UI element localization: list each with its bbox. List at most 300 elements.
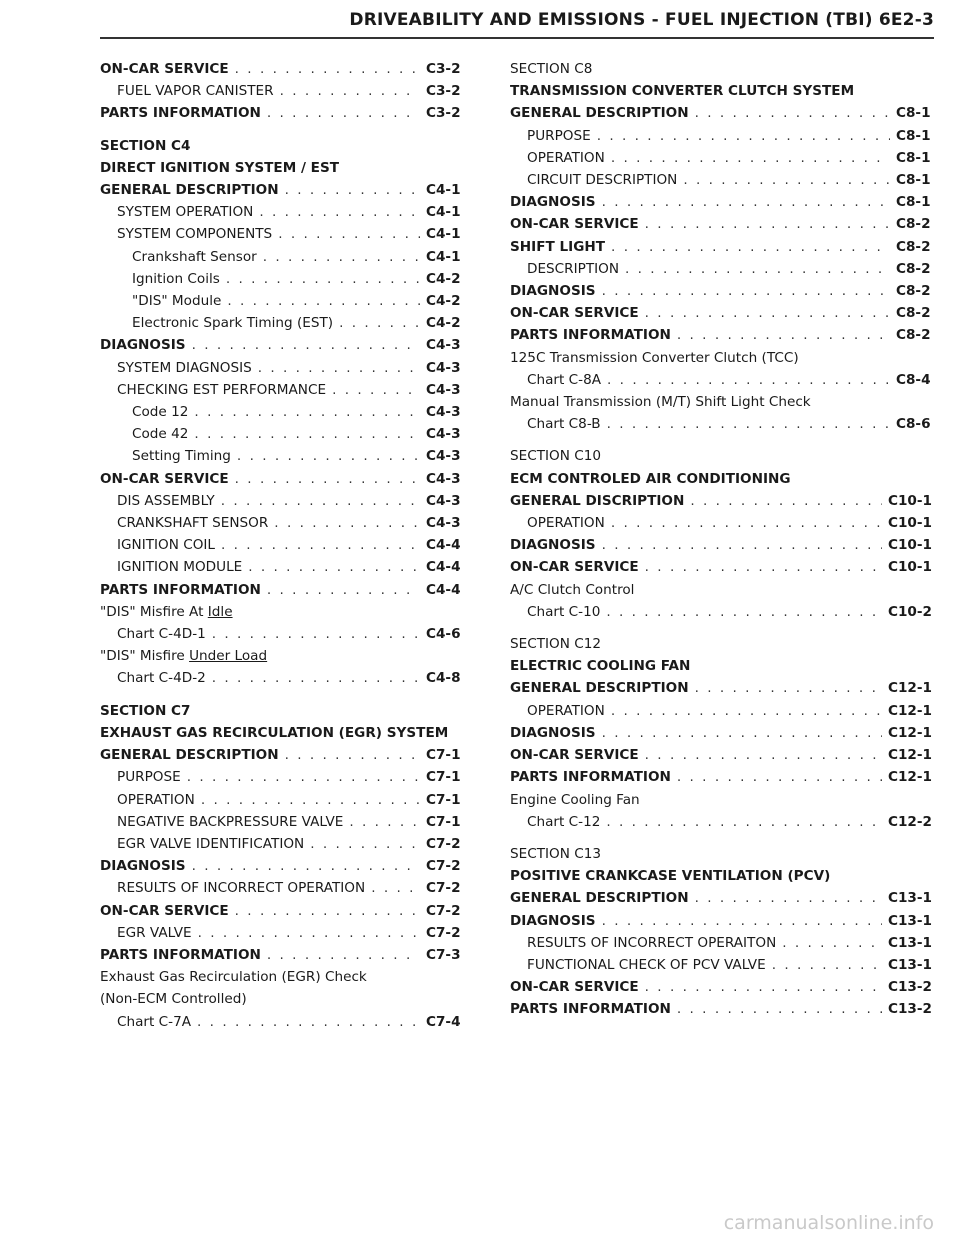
toc-entry bbox=[100, 157, 462, 179]
leader-dots bbox=[606, 811, 882, 833]
toc-entry bbox=[100, 579, 462, 601]
toc-entry-title: (Non-ECM Controlled) bbox=[100, 991, 247, 1008]
toc-entry-title: Chart C8-B bbox=[527, 416, 601, 433]
toc-entry-page: C8-4 bbox=[896, 371, 931, 388]
toc-entry-title: DIAGNOSIS bbox=[510, 724, 596, 741]
toc-entry bbox=[510, 556, 932, 578]
leader-dots bbox=[645, 302, 890, 324]
toc-entry bbox=[510, 722, 932, 744]
toc-entry bbox=[100, 877, 462, 899]
leader-dots bbox=[602, 722, 882, 744]
toc-entry bbox=[100, 900, 462, 922]
toc-entry bbox=[510, 700, 932, 722]
toc-entry bbox=[510, 391, 932, 413]
toc-entry-page: C4-4 bbox=[426, 581, 461, 598]
leader-dots bbox=[310, 833, 420, 855]
toc-entry bbox=[510, 413, 932, 435]
toc-entry bbox=[100, 512, 462, 534]
leader-dots bbox=[607, 369, 890, 391]
toc-entry bbox=[510, 369, 932, 391]
leader-dots bbox=[695, 887, 882, 909]
toc-right-column bbox=[510, 58, 932, 1021]
toc-entry-title: Electronic Spark Timing (EST) bbox=[132, 315, 334, 332]
leader-dots bbox=[235, 58, 420, 80]
toc-entry-title: DIRECT IGNITION SYSTEM / EST bbox=[100, 159, 340, 176]
toc-entry bbox=[100, 623, 462, 645]
leader-dots bbox=[274, 512, 420, 534]
toc-entry bbox=[100, 357, 462, 379]
toc-entry-page: C4-4 bbox=[426, 537, 461, 554]
toc-entry-page: C4-1 bbox=[426, 204, 461, 221]
toc-entry bbox=[100, 1011, 462, 1033]
toc-entry bbox=[100, 423, 462, 445]
toc-entry bbox=[100, 379, 462, 401]
toc-entry-title: Chart C-12 bbox=[527, 813, 601, 830]
toc-entry-underlined: Under Load bbox=[189, 648, 268, 665]
toc-entry-title: GENERAL DESCRIPTION bbox=[100, 182, 279, 199]
toc-entry-page: C12-2 bbox=[888, 813, 932, 830]
toc-entry-title: GENERAL DESCRIPTION bbox=[510, 890, 689, 907]
toc-entry-title: SYSTEM COMPONENTS bbox=[117, 226, 273, 243]
toc-entry-page: C8-1 bbox=[896, 105, 931, 122]
toc-entry-page: C7-3 bbox=[426, 946, 461, 963]
toc-entry bbox=[510, 236, 932, 258]
toc-entry-title: SECTION C7 bbox=[100, 702, 191, 719]
toc-entry-title: OPERATION bbox=[527, 702, 605, 719]
leader-dots bbox=[677, 766, 882, 788]
toc-entry-title: SECTION C8 bbox=[510, 61, 593, 77]
toc-entry-title: Crankshaft Sensor bbox=[132, 248, 257, 265]
leader-dots bbox=[645, 976, 882, 998]
leader-dots bbox=[194, 401, 420, 423]
toc-entry-title: SECTION C4 bbox=[100, 137, 191, 154]
toc-entry-page: C4-8 bbox=[426, 670, 461, 687]
leader-dots bbox=[192, 334, 420, 356]
toc-entry-page: C13-1 bbox=[888, 912, 932, 929]
leader-dots bbox=[212, 667, 420, 689]
toc-entry-title: CIRCUIT DESCRIPTION bbox=[527, 172, 678, 189]
leader-dots bbox=[683, 169, 890, 191]
toc-entry bbox=[510, 213, 932, 235]
toc-entry bbox=[100, 700, 462, 722]
toc-entry-title: Chart C-7A bbox=[117, 1013, 192, 1030]
toc-entry-underlined: Idle bbox=[207, 603, 233, 620]
toc-entry bbox=[510, 258, 932, 280]
toc-entry bbox=[510, 80, 932, 102]
watermark: carmanualsonline.info bbox=[723, 1212, 934, 1234]
leader-dots bbox=[611, 147, 890, 169]
toc-entry-title: OPERATION bbox=[117, 791, 195, 808]
toc-entry bbox=[100, 534, 462, 556]
toc-entry-page: C8-1 bbox=[896, 149, 931, 166]
leader-dots bbox=[645, 556, 882, 578]
toc-entry-page: C7-2 bbox=[426, 858, 461, 875]
toc-entry-title: ON-CAR SERVICE bbox=[510, 305, 639, 322]
toc-entry-page: C4-1 bbox=[426, 248, 461, 265]
toc-entry-page: C13-1 bbox=[888, 934, 932, 951]
leader-dots bbox=[782, 932, 882, 954]
toc-entry-title: SYSTEM OPERATION bbox=[117, 204, 254, 221]
toc-entry-title: EXHAUST GAS RECIRCULATION (EGR) SYSTEM bbox=[100, 724, 449, 741]
toc-entry-title: NEGATIVE BACKPRESSURE VALVE bbox=[117, 813, 344, 830]
toc-entry bbox=[510, 932, 932, 954]
toc-entry-title: PARTS INFORMATION bbox=[100, 581, 261, 598]
toc-entry-title: DIAGNOSIS bbox=[510, 283, 596, 300]
leader-dots bbox=[212, 623, 420, 645]
leader-dots bbox=[607, 413, 890, 435]
toc-entry-title: Exhaust Gas Recirculation (EGR) Check bbox=[100, 969, 367, 986]
toc-entry bbox=[100, 401, 462, 423]
toc-entry-title: 125C Transmission Converter Clutch (TCC) bbox=[510, 349, 799, 366]
toc-entry bbox=[510, 302, 932, 324]
toc-entry-title: PARTS INFORMATION bbox=[510, 327, 671, 344]
toc-entry-page: C7-2 bbox=[426, 880, 461, 897]
toc-entry bbox=[100, 789, 462, 811]
toc-entry bbox=[100, 58, 462, 80]
leader-dots bbox=[349, 811, 420, 833]
toc-entry-page: C4-3 bbox=[426, 515, 461, 532]
page-header: DRIVEABILITY AND EMISSIONS - FUEL INJECTION (TBI) 6E2-3 bbox=[349, 10, 934, 30]
toc-entry-page: C4-3 bbox=[426, 404, 461, 421]
toc-entry-page: C3-2 bbox=[426, 83, 461, 100]
toc-entry-title: TRANSMISSION CONVERTER CLUTCH SYSTEM bbox=[510, 83, 855, 100]
header-rule bbox=[100, 37, 934, 39]
leader-dots bbox=[187, 766, 420, 788]
toc-entry-title: PARTS INFORMATION bbox=[510, 769, 671, 786]
toc-entry-title: EGR VALVE IDENTIFICATION bbox=[117, 835, 305, 852]
toc-entry-title: IGNITION MODULE bbox=[117, 559, 243, 576]
leader-dots bbox=[625, 258, 890, 280]
leader-dots bbox=[235, 468, 420, 490]
leader-dots bbox=[235, 900, 420, 922]
leader-dots bbox=[695, 677, 882, 699]
toc-entry bbox=[100, 223, 462, 245]
leader-dots bbox=[267, 102, 420, 124]
toc-entry-page: C4-3 bbox=[426, 492, 461, 509]
toc-entry-title: SECTION C12 bbox=[510, 636, 602, 653]
toc-entry bbox=[100, 312, 462, 334]
toc-entry-page: C8-1 bbox=[896, 194, 931, 211]
toc-entry-title: CHECKING EST PERFORMANCE bbox=[117, 381, 327, 398]
leader-dots bbox=[677, 998, 882, 1020]
toc-entry-title: ON-CAR SERVICE bbox=[100, 902, 229, 919]
toc-entry-page: C4-1 bbox=[426, 226, 461, 243]
toc-entry-title: "DIS" Misfire At Idle bbox=[100, 603, 233, 620]
toc-entry-title: A/C Clutch Control bbox=[510, 581, 635, 598]
leader-dots bbox=[198, 922, 420, 944]
leader-dots bbox=[201, 789, 420, 811]
toc-entry-title: Setting Timing bbox=[132, 448, 231, 465]
toc-entry bbox=[510, 811, 932, 833]
toc-entry-page: C7-2 bbox=[426, 902, 461, 919]
toc-entry bbox=[100, 556, 462, 578]
toc-entry-page: C4-3 bbox=[426, 381, 461, 398]
toc-entry bbox=[510, 280, 932, 302]
leader-dots bbox=[267, 579, 420, 601]
leader-dots bbox=[611, 512, 882, 534]
leader-dots bbox=[263, 246, 420, 268]
toc-entry-title: ECM CONTROLED AIR CONDITIONING bbox=[510, 470, 791, 487]
toc-entry bbox=[100, 944, 462, 966]
leader-dots bbox=[602, 280, 890, 302]
toc-entry-page: C4-2 bbox=[426, 315, 461, 332]
toc-entry-title: "DIS" Misfire Under Load bbox=[100, 648, 268, 665]
leader-dots bbox=[690, 490, 882, 512]
leader-dots bbox=[248, 556, 420, 578]
toc-entry bbox=[100, 766, 462, 788]
toc-entry-title: Chart C-10 bbox=[527, 603, 601, 620]
leader-dots bbox=[226, 268, 420, 290]
toc-entry-title: GENERAL DESCRIPTION bbox=[100, 747, 279, 764]
toc-entry-title: PURPOSE bbox=[117, 769, 181, 786]
toc-entry-page: C12-1 bbox=[888, 747, 932, 764]
toc-entry bbox=[510, 789, 932, 811]
toc-entry-title: GENERAL DESCRIPTION bbox=[510, 680, 689, 697]
toc-entry-page: C7-1 bbox=[426, 813, 461, 830]
toc-entry-title: FUEL VAPOR CANISTER bbox=[117, 83, 274, 100]
leader-dots bbox=[221, 534, 420, 556]
toc-entry bbox=[100, 645, 462, 667]
leader-dots bbox=[278, 223, 420, 245]
toc-entry bbox=[100, 334, 462, 356]
leader-dots bbox=[258, 357, 420, 379]
toc-entry-title: OPERATION bbox=[527, 515, 605, 532]
toc-entry-title: Code 42 bbox=[132, 426, 189, 443]
toc-entry-page: C10-1 bbox=[888, 492, 932, 509]
toc-entry-title: EGR VALVE bbox=[117, 924, 192, 941]
toc-entry bbox=[100, 966, 462, 988]
toc-entry-title: ON-CAR SERVICE bbox=[510, 979, 639, 996]
toc-entry-page: C13-1 bbox=[888, 956, 932, 973]
toc-entry-title: SECTION C10 bbox=[510, 448, 602, 465]
toc-entry bbox=[100, 201, 462, 223]
toc-entry-page: C4-1 bbox=[426, 182, 461, 199]
toc-entry bbox=[510, 677, 932, 699]
toc-entry-page: C7-2 bbox=[426, 835, 461, 852]
toc-entry bbox=[510, 324, 932, 346]
toc-entry-page: C4-2 bbox=[426, 270, 461, 287]
toc-entry bbox=[510, 976, 932, 998]
toc-entry-title: SYSTEM DIAGNOSIS bbox=[117, 359, 252, 376]
toc-entry-page: C4-3 bbox=[426, 426, 461, 443]
toc-entry-page: C10-1 bbox=[888, 559, 932, 576]
toc-entry bbox=[100, 135, 462, 157]
toc-entry-title: GENERAL DISCRIPTION bbox=[510, 492, 685, 509]
toc-entry bbox=[510, 865, 932, 887]
toc-entry-title: PARTS INFORMATION bbox=[100, 946, 261, 963]
toc-entry bbox=[100, 445, 462, 467]
toc-entry-title: Chart C-4D-2 bbox=[117, 670, 206, 687]
toc-entry-page: C12-1 bbox=[888, 702, 932, 719]
leader-dots bbox=[371, 877, 420, 899]
toc-entry-title: ON-CAR SERVICE bbox=[510, 559, 639, 576]
leader-dots bbox=[645, 213, 890, 235]
toc-entry bbox=[510, 998, 932, 1020]
leader-dots bbox=[197, 1011, 420, 1033]
toc-entry bbox=[510, 579, 932, 601]
toc-entry bbox=[100, 601, 462, 623]
toc-entry-title: Manual Transmission (M/T) Shift Light Check bbox=[510, 394, 811, 411]
toc-entry bbox=[510, 534, 932, 556]
toc-entry bbox=[510, 347, 932, 369]
toc-entry-title: DIAGNOSIS bbox=[100, 337, 186, 354]
toc-entry-page: C3-2 bbox=[426, 61, 461, 77]
toc-entry-title: DESCRIPTION bbox=[527, 260, 620, 277]
toc-entry-page: C4-2 bbox=[426, 293, 461, 310]
toc-entry bbox=[510, 633, 932, 655]
toc-entry-page: C4-3 bbox=[426, 470, 461, 487]
toc-entry-title: DIAGNOSIS bbox=[510, 194, 596, 211]
toc-entry bbox=[510, 843, 932, 865]
toc-entry-title: ON-CAR SERVICE bbox=[510, 216, 639, 233]
toc-entry bbox=[510, 468, 932, 490]
toc-entry-page: C8-1 bbox=[896, 127, 931, 144]
toc-entry-title: IGNITION COIL bbox=[117, 537, 215, 554]
leader-dots bbox=[602, 910, 882, 932]
toc-entry bbox=[510, 766, 932, 788]
toc-entry-page: C12-1 bbox=[888, 724, 932, 741]
toc-entry bbox=[100, 246, 462, 268]
toc-entry-title: DIAGNOSIS bbox=[510, 912, 596, 929]
leader-dots bbox=[259, 201, 420, 223]
toc-entry-title: RESULTS OF INCORRECT OPERATION bbox=[117, 880, 366, 897]
toc-entry bbox=[510, 887, 932, 909]
leader-dots bbox=[221, 490, 420, 512]
toc-entry bbox=[510, 601, 932, 623]
toc-entry-title: PURPOSE bbox=[527, 127, 591, 144]
toc-entry-title: DIS ASSEMBLY bbox=[117, 492, 215, 509]
toc-entry-page: C4-3 bbox=[426, 448, 461, 465]
toc-entry-page: C7-1 bbox=[426, 791, 461, 808]
leader-dots bbox=[611, 700, 882, 722]
toc-entry-title: Code 12 bbox=[132, 404, 189, 421]
toc-entry-title: RESULTS OF INCORRECT OPERAITON bbox=[527, 934, 777, 951]
leader-dots bbox=[606, 601, 882, 623]
toc-entry bbox=[510, 102, 932, 124]
toc-entry bbox=[510, 191, 932, 213]
leader-dots bbox=[227, 290, 420, 312]
toc-entry bbox=[510, 147, 932, 169]
toc-entry bbox=[100, 468, 462, 490]
toc-entry-page: C7-4 bbox=[426, 1013, 461, 1030]
toc-entry-page: C8-1 bbox=[896, 172, 931, 189]
toc-entry bbox=[100, 667, 462, 689]
toc-entry-title: PARTS INFORMATION bbox=[510, 1001, 671, 1018]
toc-entry-title: PARTS INFORMATION bbox=[100, 105, 261, 122]
toc-entry-page: C10-1 bbox=[888, 515, 932, 532]
toc-entry bbox=[510, 954, 932, 976]
toc-entry-title: ON-CAR SERVICE bbox=[100, 61, 229, 77]
toc-entry-title: CRANKSHAFT SENSOR bbox=[117, 515, 269, 532]
toc-entry-page: C13-1 bbox=[888, 890, 932, 907]
leader-dots bbox=[677, 324, 890, 346]
leader-dots bbox=[332, 379, 420, 401]
leader-dots bbox=[194, 423, 420, 445]
toc-entry-title: DIAGNOSIS bbox=[100, 858, 186, 875]
toc-entry bbox=[510, 445, 932, 467]
toc-entry bbox=[100, 988, 462, 1010]
leader-dots bbox=[611, 236, 890, 258]
leader-dots bbox=[267, 944, 420, 966]
leader-dots bbox=[192, 855, 420, 877]
toc-entry bbox=[510, 490, 932, 512]
toc-entry-page: C10-1 bbox=[888, 537, 932, 554]
leader-dots bbox=[237, 445, 420, 467]
toc-entry-page: C7-2 bbox=[426, 924, 461, 941]
toc-entry-title: ON-CAR SERVICE bbox=[100, 470, 229, 487]
toc-entry bbox=[100, 290, 462, 312]
leader-dots bbox=[339, 312, 420, 334]
toc-entry bbox=[100, 811, 462, 833]
leader-dots bbox=[772, 954, 882, 976]
toc-entry-page: C7-1 bbox=[426, 769, 461, 786]
toc-entry-page: C4-6 bbox=[426, 626, 461, 643]
toc-entry-title: Ignition Coils bbox=[132, 270, 220, 287]
toc-entry-page: C8-2 bbox=[896, 327, 931, 344]
toc-entry bbox=[100, 490, 462, 512]
leader-dots bbox=[695, 102, 890, 124]
toc-entry bbox=[510, 910, 932, 932]
toc-entry bbox=[510, 58, 932, 80]
toc-entry bbox=[100, 179, 462, 201]
toc-entry bbox=[100, 855, 462, 877]
toc-entry-page: C8-2 bbox=[896, 305, 931, 322]
leader-dots bbox=[602, 534, 882, 556]
toc-entry bbox=[100, 833, 462, 855]
toc-entry-page: C13-2 bbox=[888, 979, 932, 996]
toc-entry-page: C12-1 bbox=[888, 680, 932, 697]
leader-dots bbox=[645, 744, 882, 766]
toc-entry-page: C12-1 bbox=[888, 769, 932, 786]
leader-dots bbox=[285, 744, 420, 766]
toc-entry-title: Chart C-4D-1 bbox=[117, 626, 206, 643]
toc-entry-title: "DIS" Module bbox=[132, 293, 222, 310]
toc-entry-title: FUNCTIONAL CHECK OF PCV VALVE bbox=[527, 956, 766, 973]
toc-entry-page: C4-4 bbox=[426, 559, 461, 576]
toc-entry bbox=[100, 102, 462, 124]
toc-entry-page: C4-3 bbox=[426, 337, 461, 354]
toc-entry bbox=[510, 125, 932, 147]
toc-entry bbox=[510, 655, 932, 677]
toc-entry-page: C8-2 bbox=[896, 283, 931, 300]
toc-entry-page: C8-2 bbox=[896, 260, 931, 277]
toc-entry bbox=[510, 512, 932, 534]
toc-entry-title: SHIFT LIGHT bbox=[510, 238, 606, 255]
toc-entry bbox=[100, 744, 462, 766]
toc-entry-page: C3-2 bbox=[426, 105, 461, 122]
toc-entry bbox=[510, 744, 932, 766]
toc-entry-title: Engine Cooling Fan bbox=[510, 791, 640, 808]
toc-entry-title: DIAGNOSIS bbox=[510, 537, 596, 554]
leader-dots bbox=[285, 179, 420, 201]
toc-entry bbox=[100, 722, 462, 744]
toc-entry bbox=[510, 169, 932, 191]
toc-entry-title: SECTION C13 bbox=[510, 845, 602, 862]
toc-entry-page: C10-2 bbox=[888, 603, 932, 620]
leader-dots bbox=[597, 125, 890, 147]
toc-entry-title: GENERAL DESCRIPTION bbox=[510, 105, 689, 122]
toc-entry-page: C4-3 bbox=[426, 359, 461, 376]
toc-entry bbox=[100, 80, 462, 102]
toc-entry-title: ELECTRIC COOLING FAN bbox=[510, 658, 691, 675]
toc-entry-page: C8-2 bbox=[896, 238, 931, 255]
toc-entry-title: ON-CAR SERVICE bbox=[510, 747, 639, 764]
toc-left-column bbox=[100, 58, 462, 1033]
leader-dots bbox=[280, 80, 420, 102]
toc-entry-page: C8-2 bbox=[896, 216, 931, 233]
toc-entry bbox=[100, 268, 462, 290]
toc-entry-title: POSITIVE CRANKCASE VENTILATION (PCV) bbox=[510, 868, 831, 885]
